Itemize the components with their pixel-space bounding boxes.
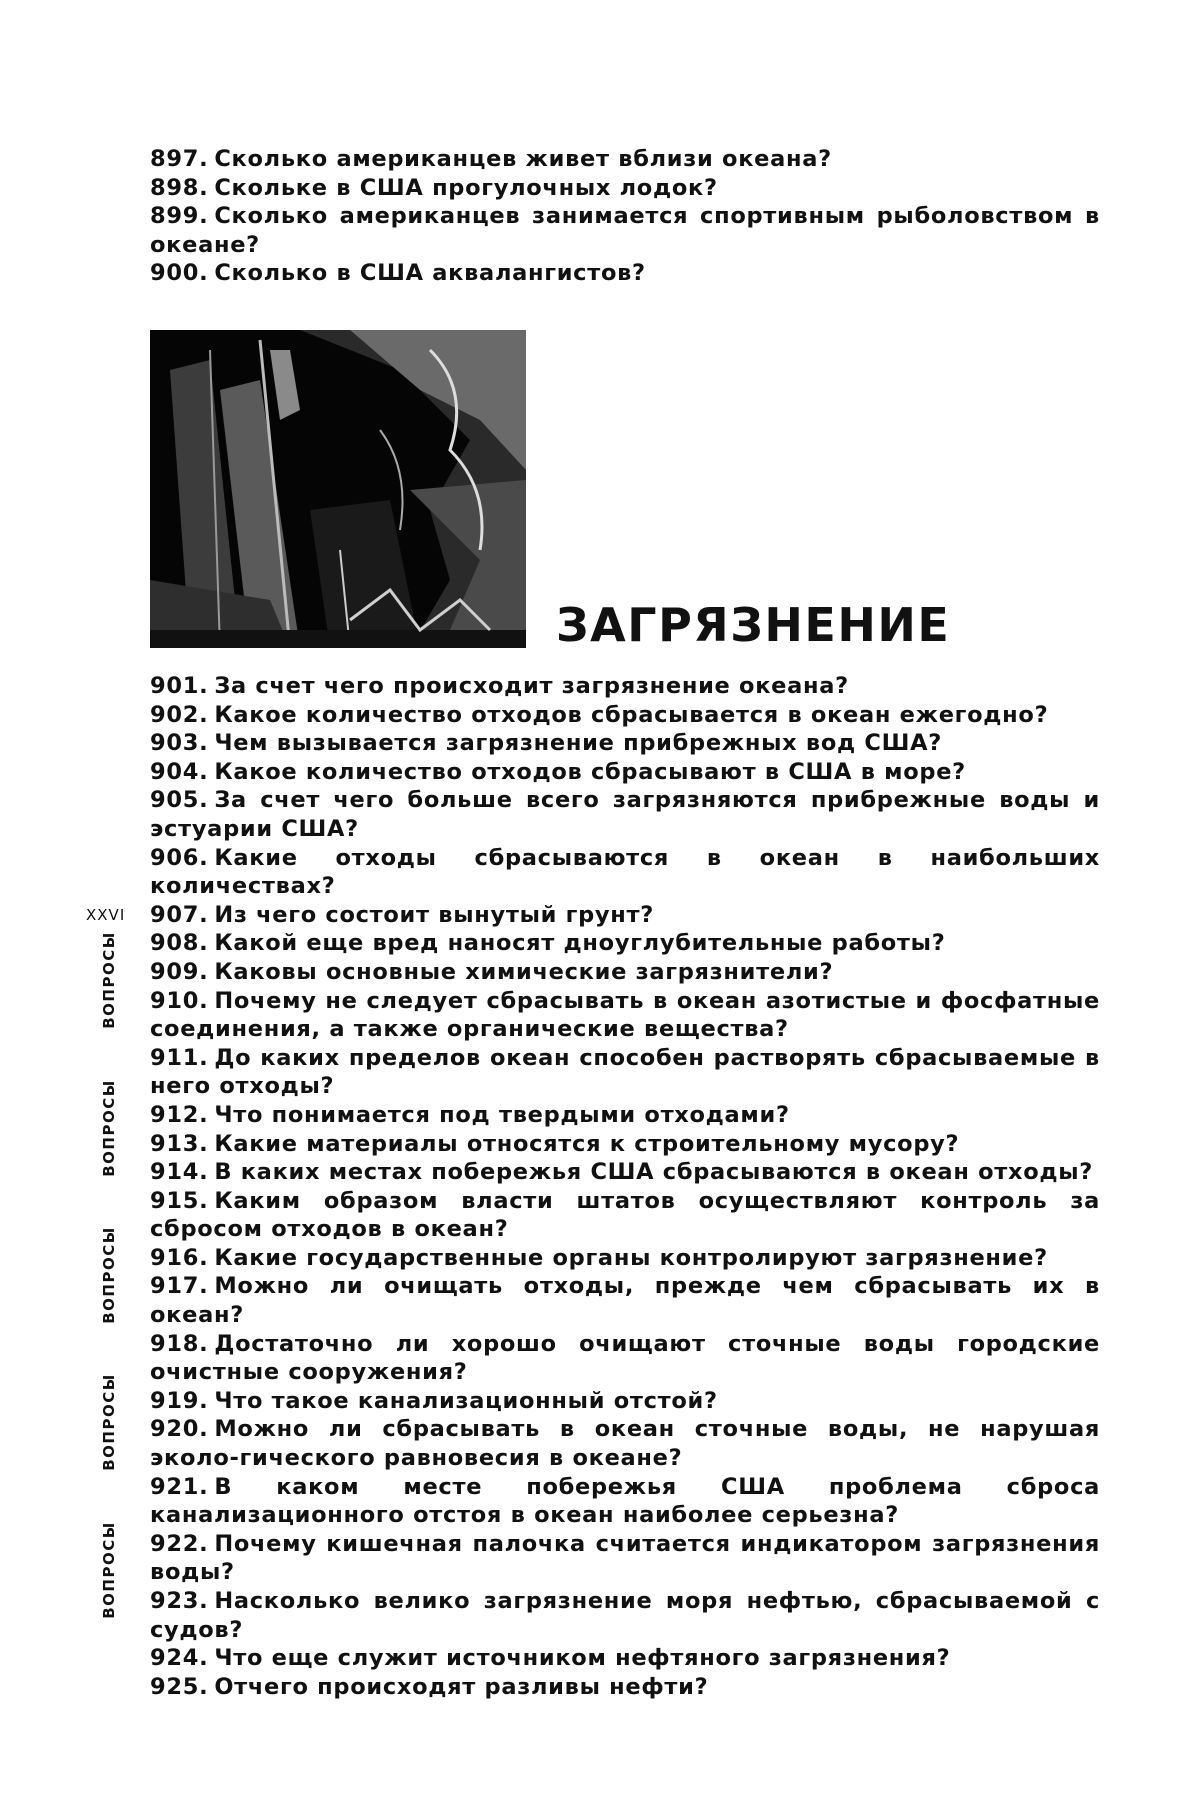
- question-text: До каких пределов океан способен растворять сбрасываемые в него отходы?: [150, 1044, 1100, 1100]
- question-number: 925.: [150, 1673, 209, 1700]
- question-number: 917.: [150, 1273, 209, 1300]
- question-text: Отчего происходят разливы нефти?: [214, 1673, 709, 1700]
- question-number: 921.: [150, 1473, 209, 1500]
- question-text: Можно ли очищать отходы, прежде чем сбрасывать их в океан?: [150, 1273, 1100, 1329]
- question-item: [150, 929, 1100, 958]
- question-item: [150, 1387, 1100, 1416]
- question-item: [150, 901, 1100, 930]
- question-text: Достаточно ли хорошо очищают сточные воды городские очистные сооружения?: [150, 1330, 1100, 1386]
- question-number: 922.: [150, 1530, 209, 1557]
- question-item: [150, 1101, 1100, 1130]
- question-number: 911.: [150, 1044, 209, 1071]
- question-number: 914.: [150, 1159, 209, 1186]
- question-number: 904.: [150, 758, 209, 785]
- question-number: 903.: [150, 730, 209, 757]
- question-text: В каком месте побережья США проблема сброса канализационного отстоя в океан наиболее серьезна?: [150, 1473, 1100, 1529]
- question-text: Почему не следует сбрасывать в океан азотистые и фосфатные соединения, а также органические вещества?: [150, 987, 1100, 1043]
- question-item: [150, 174, 1100, 203]
- question-number: 906.: [150, 844, 209, 871]
- question-number: 923.: [150, 1588, 209, 1614]
- question-number: 902.: [150, 701, 209, 728]
- question-item: [150, 672, 1100, 701]
- question-text: Какие государственные органы контролируют загрязнение?: [214, 1244, 1048, 1271]
- question-text: В каких местах побережья США сбрасываются в океан отходы?: [214, 1159, 1094, 1186]
- question-number: 899.: [150, 203, 209, 230]
- question-text: Сколько американцев занимается спортивным рыболовством в океане?: [150, 203, 1100, 258]
- question-text: Скольке в США прогулочных лодок?: [214, 174, 718, 201]
- question-item: [150, 1272, 1100, 1329]
- side-label: ВОПРОСЫ: [100, 931, 118, 1029]
- question-item: [150, 844, 1100, 901]
- question-text: Можно ли сбрасывать в океан сточные воды, не нарушая эколо-гического равновесия в океане?: [150, 1416, 1100, 1472]
- question-text: Каким образом власти штатов осуществляют контроль за сбросом отходов в океан?: [150, 1187, 1100, 1243]
- side-label: ВОПРОСЫ: [100, 1226, 118, 1324]
- question-number: 924.: [150, 1645, 209, 1672]
- question-text: Каковы основные химические загрязнители?: [214, 958, 834, 985]
- section-title: ЗАГРЯЗНЕНИЕ: [556, 598, 951, 652]
- question-number: 916.: [150, 1244, 209, 1271]
- question-item: [150, 758, 1100, 787]
- question-number: 905.: [150, 787, 209, 814]
- question-number: 913.: [150, 1130, 209, 1157]
- question-text: Что такое канализационный отстой?: [214, 1387, 718, 1414]
- photo-graphic: [150, 330, 526, 648]
- question-item: [150, 1044, 1100, 1101]
- question-item: [150, 1158, 1100, 1187]
- question-text: Почему кишечная палочка считается индикатором загрязнения воды?: [150, 1530, 1100, 1586]
- question-item: [150, 786, 1100, 843]
- question-item: [150, 701, 1100, 730]
- question-item: [150, 987, 1100, 1044]
- question-text: Что еще служит источником нефтяного загрязнения?: [214, 1645, 951, 1672]
- question-number: 907.: [150, 901, 209, 928]
- question-item: [150, 145, 1100, 174]
- question-text: Какие отходы сбрасываются в океан в наибольших количествах?: [150, 844, 1100, 900]
- question-item: [150, 1530, 1100, 1587]
- question-number: 918.: [150, 1330, 209, 1357]
- top-question-list: [150, 145, 1100, 288]
- side-label: ВОПРОСЫ: [100, 1373, 118, 1471]
- question-number: 900.: [150, 260, 209, 287]
- question-list: [150, 672, 1100, 1701]
- question-number: 919.: [150, 1387, 209, 1414]
- page-number: XXVI: [86, 906, 126, 924]
- question-item: [150, 1330, 1100, 1387]
- question-number: 915.: [150, 1187, 209, 1214]
- question-number: 910.: [150, 987, 209, 1014]
- question-text: Чем вызывается загрязнение прибрежных вод США?: [214, 730, 942, 757]
- question-item: [150, 1587, 1100, 1644]
- question-number: 901.: [150, 673, 209, 699]
- question-text: Сколько американцев живет вблизи океана?: [214, 146, 832, 172]
- question-item: [150, 729, 1100, 758]
- side-label: ВОПРОСЫ: [100, 1079, 118, 1177]
- question-text: За счет чего происходит загрязнение океана?: [214, 673, 849, 699]
- question-item: [150, 202, 1100, 259]
- question-item: [150, 259, 1100, 288]
- question-number: 908.: [150, 930, 209, 957]
- question-item: [150, 1473, 1100, 1530]
- question-item: [150, 1644, 1100, 1673]
- side-label: ВОПРОСЫ: [100, 1521, 118, 1619]
- question-text: За счет чего больше всего загрязняются прибрежные воды и эстуарии США?: [150, 787, 1100, 842]
- question-item: [150, 1130, 1100, 1159]
- question-number: 898.: [150, 174, 209, 201]
- question-text: Из чего состоит вынутый грунт?: [214, 901, 655, 928]
- question-item: [150, 1415, 1100, 1472]
- question-text: Сколько в США аквалангистов?: [214, 260, 646, 287]
- question-number: 920.: [150, 1416, 209, 1443]
- question-text: Какое количество отходов сбрасывают в США в море?: [214, 758, 966, 785]
- question-item: [150, 1673, 1100, 1702]
- question-item: [150, 1244, 1100, 1273]
- question-text: Какое количество отходов сбрасывается в океан ежегодно?: [214, 701, 1049, 728]
- pollution-photo: [150, 330, 526, 648]
- question-text: Какие материалы относятся к строительному мусору?: [214, 1130, 960, 1157]
- question-item: [150, 1187, 1100, 1244]
- question-number: 897.: [150, 146, 209, 172]
- question-number: 909.: [150, 958, 209, 985]
- question-text: Что понимается под твердыми отходами?: [214, 1101, 790, 1128]
- question-item: [150, 958, 1100, 987]
- question-number: 912.: [150, 1101, 209, 1128]
- question-text: Насколько велико загрязнение моря нефтью, сбрасываемой с судов?: [150, 1588, 1100, 1643]
- question-text: Какой еще вред наносят дноуглубительные работы?: [214, 930, 946, 957]
